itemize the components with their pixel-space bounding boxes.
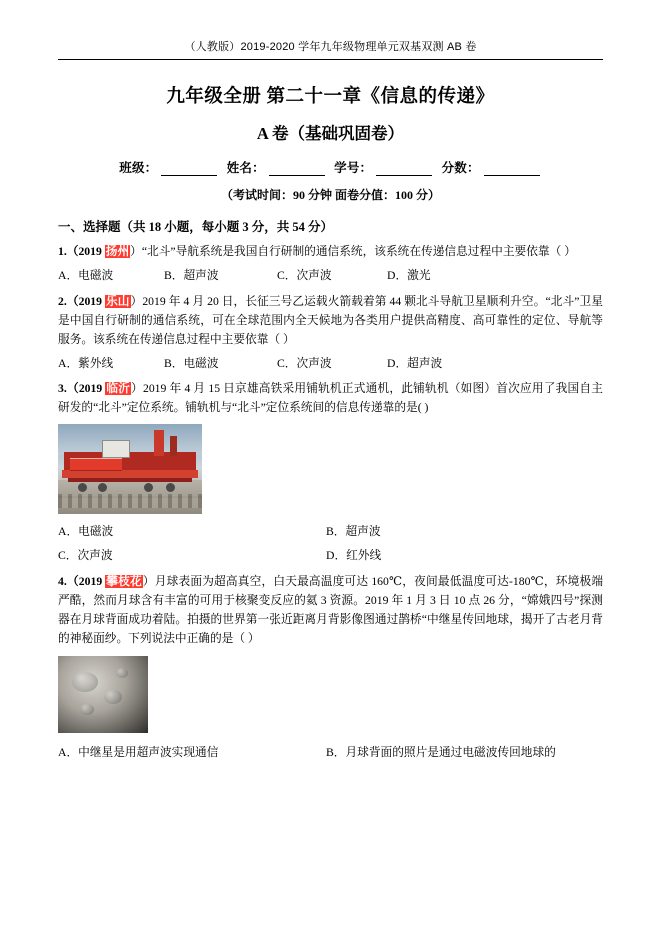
- question-year: （2019: [66, 382, 103, 396]
- option-row: [58, 544, 603, 567]
- question-4: [58, 573, 603, 649]
- crater: [116, 668, 128, 678]
- id-blank[interactable]: [376, 162, 432, 176]
- crater: [104, 690, 122, 704]
- question-1-options: [58, 267, 603, 286]
- question-text: ）2019 年 4 月 20 日，长征三号乙运载火箭载着第 44 颗北斗导航卫星顺利升空。“北斗”卫星是中国自行研制的通信系统，可在全球范围内全天候地为各类用户提供高精度、高可靠性的定位、导航等服务。该系统在传递信息过程中主要依靠（ ）: [58, 294, 603, 346]
- question-4-options: [58, 741, 603, 764]
- question-number: 4.: [58, 574, 67, 588]
- question-number: 2.: [58, 294, 67, 308]
- name-blank[interactable]: [269, 162, 325, 176]
- score-blank[interactable]: [484, 162, 540, 176]
- option-d[interactable]: D．激光: [387, 268, 431, 282]
- question-year: （2019: [66, 245, 102, 258]
- photo-sky: [58, 424, 202, 455]
- option-b[interactable]: B．电磁波: [164, 356, 219, 370]
- photo-ties: [58, 494, 202, 508]
- class-blank[interactable]: [161, 162, 217, 176]
- photo-cab: [102, 440, 130, 458]
- name-label: 姓名：: [226, 161, 265, 175]
- photo-tower: [154, 430, 164, 456]
- header-divider: [58, 59, 603, 60]
- page-bottom-space: [58, 770, 603, 780]
- exam-info: （考试时间：90 分钟 面卷分值：100 分）: [220, 188, 440, 202]
- question-1: [58, 243, 603, 262]
- class-label: 班级：: [119, 161, 158, 175]
- photo-gantry-beam: [62, 470, 198, 478]
- option-c[interactable]: C．次声波: [277, 356, 332, 370]
- crater: [80, 704, 94, 715]
- question-3-options: [58, 520, 603, 567]
- breadcrumb: （人教版）2019-2020 学年九年级物理单元双基双测 AB 卷: [184, 41, 477, 53]
- option-row: [58, 741, 603, 764]
- option-b[interactable]: B．超声波: [164, 268, 219, 282]
- option-c[interactable]: C．次声波: [58, 548, 113, 562]
- photo-banner: [70, 458, 122, 471]
- question-text: ）月球表面为超高真空，白天最高温度可达 160℃，夜间最低温度可达-180℃，环境极端严酷，然而月球含有丰富的可用于核聚变反应的氦 3 资源。2019 年 1 月 3 日 10 点 26 分，“嫦娥四号”探测器在月球背面成功着陆。拍摄的世界第一张近距离月背影像图通过鹊桥“中继星传回地球，揭开了古老月背的神秘面纱。下列说法中正确的是（ ）: [58, 574, 604, 645]
- id-label: 学号：: [334, 161, 373, 175]
- crater: [72, 672, 98, 692]
- section-heading: 一、选择题（共 18 小题，每小题 3 分，共 54 分）: [58, 220, 334, 234]
- question-place: 扬州: [105, 245, 130, 258]
- question-3: [58, 380, 603, 418]
- score-label: 分数：: [441, 161, 480, 175]
- option-a[interactable]: A．电磁波: [58, 525, 114, 539]
- question-number: 3.: [58, 382, 67, 396]
- question-2-options: [58, 355, 603, 374]
- student-info-row: [58, 158, 603, 176]
- option-d[interactable]: D．红外线: [326, 548, 382, 562]
- page-title: 九年级全册 第二十一章《信息的传递》: [166, 87, 495, 107]
- question-text: ）“北斗”导航系统是我国自行研制的通信系统，该系统在传递信息过程中主要依靠（ ）: [130, 245, 576, 258]
- question-year: （2019: [66, 574, 103, 588]
- option-c[interactable]: C．次声波: [277, 268, 332, 282]
- question-place: 临沂: [106, 382, 131, 396]
- option-a[interactable]: A．紫外线: [58, 356, 114, 370]
- train-laying-machine-photo: [58, 424, 202, 514]
- option-b[interactable]: B．超声波: [326, 525, 381, 539]
- question-number: 1.: [58, 245, 67, 258]
- question-place: 乐山: [106, 294, 130, 308]
- question-year: （2019: [66, 294, 102, 308]
- question-2: [58, 293, 603, 350]
- photo-tower-secondary: [170, 436, 177, 456]
- moon-surface-photo: [58, 656, 148, 733]
- page-subtitle: A 卷（基础巩固卷）: [256, 124, 405, 143]
- question-text: ）2019 年 4 月 15 日京雄高铁采用铺轨机正式通机，此铺轨机（如图）首次应用了我国自主研发的“北斗”定位系统。铺轨机与“北斗”定位系统间的信息传递靠的是( ): [58, 382, 603, 415]
- option-row: [58, 520, 603, 543]
- option-b[interactable]: B．月球背面的照片是通过电磁波传回地球的: [326, 745, 556, 759]
- option-a[interactable]: A．电磁波: [58, 268, 114, 282]
- option-d[interactable]: D．超声波: [387, 356, 443, 370]
- question-place: 攀枝花: [106, 574, 142, 588]
- option-a[interactable]: A．中继星是用超声波实现通信: [58, 745, 219, 759]
